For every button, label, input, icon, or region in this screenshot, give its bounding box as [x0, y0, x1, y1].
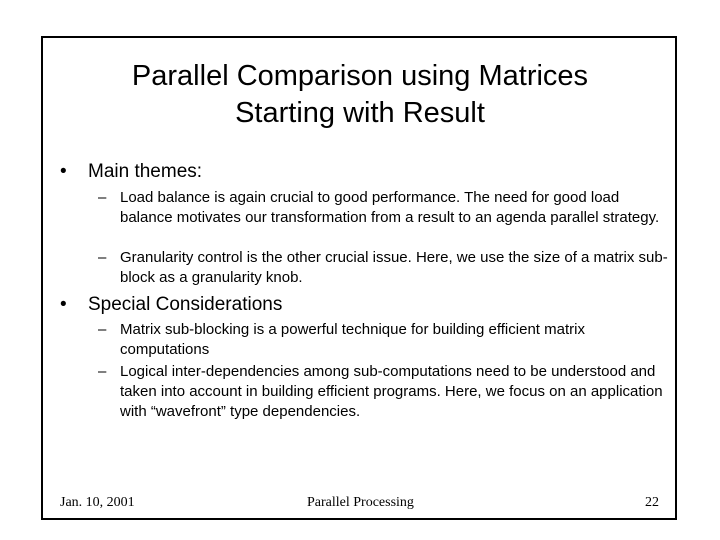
sub-item-text: Matrix sub-blocking is a powerful technique for building efficient matrix computations [120, 321, 585, 358]
sub-item [98, 248, 668, 288]
sub-item-marker: – [98, 321, 107, 338]
bullet-marker: • [60, 294, 67, 315]
sub-item [98, 320, 668, 360]
slide-title-line-2: Starting with Result [235, 97, 485, 129]
sub-item-text: Granularity control is the other crucial issue. Here, we use the size of a matrix sub-block as a granularity knob. [120, 249, 668, 286]
bullet-text: Special Considerations [88, 294, 283, 315]
footer-page-number: 22 [645, 495, 659, 510]
slide-title-line-1: Parallel Comparison using Matrices [131, 60, 589, 92]
sub-item-text: Logical inter-dependencies among sub-computations need to be understood and taken into account in building efficient programs. Here, we focus on an application with “wavefront” type dependencies. [120, 363, 663, 420]
sub-item-marker: – [98, 189, 107, 206]
sub-item-marker: – [98, 363, 107, 380]
sub-item [98, 188, 668, 228]
sub-item-marker: – [98, 249, 107, 266]
bullet-marker: • [60, 161, 67, 182]
footer-title: Parallel Processing [307, 495, 414, 510]
bullet-special-considerations [60, 293, 282, 317]
footer-date: Jan. 10, 2001 [60, 495, 135, 510]
sub-item-text: Load balance is again crucial to good performance. The need for good load balance motivates our transformation from a result to an agenda parallel strategy. [120, 189, 660, 226]
bullet-main-themes [60, 160, 202, 184]
sub-item [98, 362, 668, 422]
bullet-text: Main themes: [88, 161, 203, 182]
